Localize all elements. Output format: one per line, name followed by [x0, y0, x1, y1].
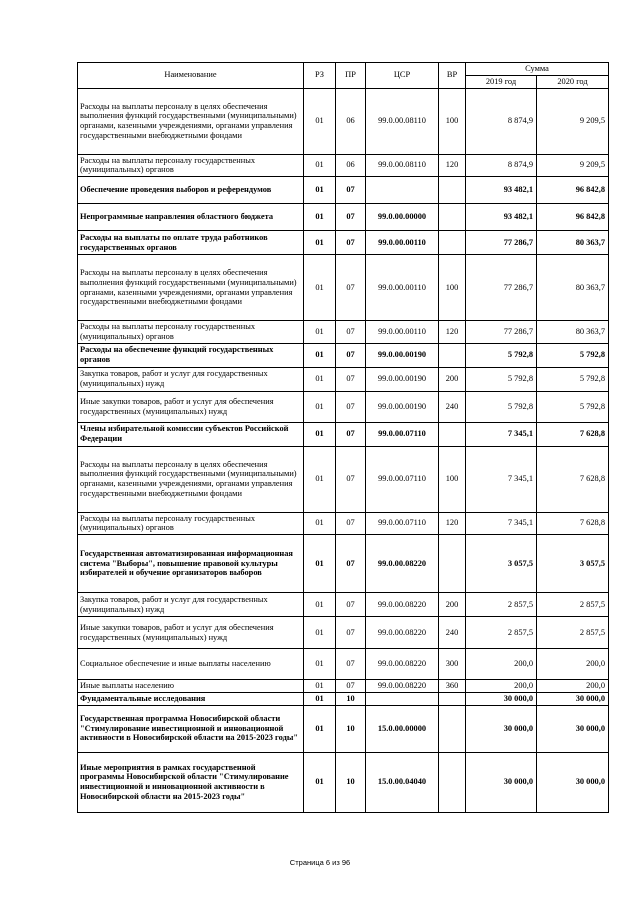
row-pr-cell: 10: [336, 752, 366, 812]
row-2019-cell: 77 286,7: [466, 321, 537, 344]
row-csr-cell: 99.0.00.08220: [366, 593, 439, 617]
row-csr-cell: 99.0.00.08220: [366, 649, 439, 680]
header-sum: Сумма: [466, 63, 609, 76]
row-2020-cell: 2 857,5: [537, 617, 609, 649]
row-csr-cell: 99.0.00.00110: [366, 255, 439, 321]
row-name-cell: Социальное обеспечение и иные выплаты населению: [78, 649, 304, 680]
row-vr-cell: 100: [439, 88, 466, 154]
row-vr-cell: 100: [439, 255, 466, 321]
header-vr: ВР: [439, 63, 466, 89]
row-2019-cell: 93 482,1: [466, 204, 537, 231]
row-rz-cell: 01: [304, 535, 336, 593]
row-2019-cell: 30 000,0: [466, 692, 537, 705]
row-rz-cell: 01: [304, 446, 336, 512]
row-2019-cell: 2 857,5: [466, 593, 537, 617]
row-csr-cell: 99.0.00.00190: [366, 391, 439, 422]
row-rz-cell: 01: [304, 705, 336, 752]
row-2020-cell: 5 792,8: [537, 343, 609, 367]
row-pr-cell: 07: [336, 535, 366, 593]
row-csr-cell: 99.0.00.00110: [366, 231, 439, 255]
table-row: [78, 88, 609, 154]
row-name-cell: Члены избирательной комиссии субъектов Российской Федерации: [78, 422, 304, 446]
row-rz-cell: 01: [304, 649, 336, 680]
row-pr-cell: 07: [336, 177, 366, 204]
row-2019-cell: 2 857,5: [466, 617, 537, 649]
row-2019-cell: 77 286,7: [466, 231, 537, 255]
row-2019-cell: 7 345,1: [466, 446, 537, 512]
table-row: [78, 321, 609, 344]
row-pr-cell: 07: [336, 321, 366, 344]
row-2020-cell: 30 000,0: [537, 705, 609, 752]
row-csr-cell: 99.0.00.07110: [366, 422, 439, 446]
row-pr-cell: 06: [336, 154, 366, 177]
row-2020-cell: 96 842,8: [537, 177, 609, 204]
row-csr-cell: [366, 177, 439, 204]
row-vr-cell: 100: [439, 446, 466, 512]
budget-table-page: [77, 62, 608, 813]
row-pr-cell: 07: [336, 367, 366, 391]
header-name: Наименование: [78, 63, 304, 89]
row-vr-cell: 200: [439, 367, 466, 391]
row-rz-cell: 01: [304, 692, 336, 705]
row-2020-cell: 80 363,7: [537, 321, 609, 344]
row-rz-cell: 01: [304, 88, 336, 154]
row-2019-cell: 30 000,0: [466, 705, 537, 752]
row-name-cell: Закупка товаров, работ и услуг для государственных (муниципальных) нужд: [78, 593, 304, 617]
row-2020-cell: 7 628,8: [537, 422, 609, 446]
row-name-cell: Государственная автоматизированная информационная система "Выборы", повышение правовой культуры избирателей и обучение организаторов выборов: [78, 535, 304, 593]
table-row: [78, 367, 609, 391]
table-row: [78, 680, 609, 693]
header-pr: ПР: [336, 63, 366, 89]
table-row: [78, 535, 609, 593]
header-rz: РЗ: [304, 63, 336, 89]
row-2020-cell: 200,0: [537, 680, 609, 693]
table-row: [78, 343, 609, 367]
row-vr-cell: [439, 752, 466, 812]
row-2019-cell: 5 792,8: [466, 343, 537, 367]
row-name-cell: Иные закупки товаров, работ и услуг для обеспечения государственных (муниципальных) нужд: [78, 391, 304, 422]
row-pr-cell: 07: [336, 422, 366, 446]
row-vr-cell: 120: [439, 512, 466, 535]
row-name-cell: Иные закупки товаров, работ и услуг для обеспечения государственных (муниципальных) нужд: [78, 617, 304, 649]
row-rz-cell: 01: [304, 512, 336, 535]
table-row: [78, 231, 609, 255]
row-pr-cell: 07: [336, 391, 366, 422]
row-rz-cell: 01: [304, 177, 336, 204]
row-2020-cell: 96 842,8: [537, 204, 609, 231]
row-pr-cell: 10: [336, 692, 366, 705]
table-row: [78, 617, 609, 649]
row-2020-cell: 30 000,0: [537, 692, 609, 705]
row-2020-cell: 80 363,7: [537, 231, 609, 255]
row-csr-cell: 99.0.00.07110: [366, 512, 439, 535]
row-pr-cell: 06: [336, 88, 366, 154]
row-2019-cell: 7 345,1: [466, 512, 537, 535]
row-csr-cell: [366, 692, 439, 705]
row-rz-cell: 01: [304, 255, 336, 321]
row-pr-cell: 10: [336, 705, 366, 752]
row-rz-cell: 01: [304, 343, 336, 367]
row-pr-cell: 07: [336, 255, 366, 321]
row-pr-cell: 07: [336, 617, 366, 649]
table-row: [78, 154, 609, 177]
table-row: [78, 422, 609, 446]
row-pr-cell: 07: [336, 593, 366, 617]
row-name-cell: Расходы на выплаты персоналу государственных (муниципальных) органов: [78, 154, 304, 177]
row-csr-cell: 99.0.00.00000: [366, 204, 439, 231]
row-2019-cell: 77 286,7: [466, 255, 537, 321]
row-2020-cell: 3 057,5: [537, 535, 609, 593]
row-csr-cell: 99.0.00.07110: [366, 446, 439, 512]
row-csr-cell: 99.0.00.08220: [366, 535, 439, 593]
row-rz-cell: 01: [304, 752, 336, 812]
row-csr-cell: 99.0.00.08220: [366, 680, 439, 693]
row-2019-cell: 8 874,9: [466, 154, 537, 177]
row-vr-cell: [439, 231, 466, 255]
row-vr-cell: 120: [439, 154, 466, 177]
row-pr-cell: 07: [336, 204, 366, 231]
table-row: [78, 649, 609, 680]
row-rz-cell: 01: [304, 422, 336, 446]
row-vr-cell: [439, 692, 466, 705]
row-pr-cell: 07: [336, 446, 366, 512]
row-2020-cell: 30 000,0: [537, 752, 609, 812]
row-vr-cell: 200: [439, 593, 466, 617]
row-2019-cell: 3 057,5: [466, 535, 537, 593]
row-name-cell: Иные мероприятия в рамках государственной программы Новосибирской области "Стимулирование инвестиционной и инновационной активности в Новосибирской области на 2015-2023 годы": [78, 752, 304, 812]
row-vr-cell: 120: [439, 321, 466, 344]
table-row: [78, 255, 609, 321]
page-footer: Страница 6 из 96: [289, 858, 351, 867]
row-2020-cell: 80 363,7: [537, 255, 609, 321]
row-rz-cell: 01: [304, 154, 336, 177]
row-vr-cell: 360: [439, 680, 466, 693]
table-row: [78, 705, 609, 752]
row-rz-cell: 01: [304, 593, 336, 617]
row-name-cell: Расходы на выплаты персоналу государственных (муниципальных) органов: [78, 512, 304, 535]
row-2019-cell: 200,0: [466, 680, 537, 693]
row-2020-cell: 200,0: [537, 649, 609, 680]
row-vr-cell: [439, 177, 466, 204]
row-rz-cell: 01: [304, 321, 336, 344]
row-vr-cell: [439, 204, 466, 231]
table-row: [78, 752, 609, 812]
table-row: [78, 446, 609, 512]
row-2019-cell: 8 874,9: [466, 88, 537, 154]
row-name-cell: Фундаментальные исследования: [78, 692, 304, 705]
row-2019-cell: 93 482,1: [466, 177, 537, 204]
table-row: [78, 512, 609, 535]
row-rz-cell: 01: [304, 204, 336, 231]
row-name-cell: Закупка товаров, работ и услуг для государственных (муниципальных) нужд: [78, 367, 304, 391]
row-pr-cell: 07: [336, 649, 366, 680]
row-name-cell: Обеспечение проведения выборов и референдумов: [78, 177, 304, 204]
row-csr-cell: 99.0.00.08220: [366, 617, 439, 649]
row-2020-cell: 9 209,5: [537, 88, 609, 154]
row-vr-cell: [439, 705, 466, 752]
row-2020-cell: 7 628,8: [537, 512, 609, 535]
row-2020-cell: 2 857,5: [537, 593, 609, 617]
row-2020-cell: 7 628,8: [537, 446, 609, 512]
row-2019-cell: 5 792,8: [466, 391, 537, 422]
row-rz-cell: 01: [304, 680, 336, 693]
budget-table: [77, 62, 609, 813]
row-pr-cell: 07: [336, 231, 366, 255]
row-name-cell: Расходы на выплаты персоналу в целях обеспечения выполнения функций государственными (муниципальными) органами, казенными учреждениями, органами управления государственными внебюджетными фондами: [78, 255, 304, 321]
row-name-cell: Государственная программа Новосибирской области "Стимулирование инвестиционной и инновационной активности в Новосибирской области на 2015-2023 годы": [78, 705, 304, 752]
row-rz-cell: 01: [304, 367, 336, 391]
header-csr: ЦСР: [366, 63, 439, 89]
row-csr-cell: 15.0.00.04040: [366, 752, 439, 812]
row-2020-cell: 5 792,8: [537, 391, 609, 422]
row-csr-cell: 99.0.00.08110: [366, 154, 439, 177]
row-name-cell: Расходы на выплаты персоналу в целях обеспечения выполнения функций государственными (муниципальными) органами, казенными учреждениями, органами управления государственными внебюджетными фондами: [78, 88, 304, 154]
row-vr-cell: [439, 343, 466, 367]
row-2019-cell: 7 345,1: [466, 422, 537, 446]
row-name-cell: Расходы на обеспечение функций государственных органов: [78, 343, 304, 367]
row-2020-cell: 5 792,8: [537, 367, 609, 391]
row-pr-cell: 07: [336, 343, 366, 367]
row-csr-cell: 99.0.00.00190: [366, 367, 439, 391]
row-rz-cell: 01: [304, 231, 336, 255]
row-csr-cell: 99.0.00.08110: [366, 88, 439, 154]
table-body: [78, 88, 609, 812]
row-2019-cell: 5 792,8: [466, 367, 537, 391]
row-csr-cell: 99.0.00.00110: [366, 321, 439, 344]
row-vr-cell: 240: [439, 617, 466, 649]
row-vr-cell: [439, 535, 466, 593]
row-2020-cell: 9 209,5: [537, 154, 609, 177]
row-csr-cell: 15.0.00.00000: [366, 705, 439, 752]
table-row: [78, 177, 609, 204]
row-rz-cell: 01: [304, 391, 336, 422]
row-2019-cell: 200,0: [466, 649, 537, 680]
row-2019-cell: 30 000,0: [466, 752, 537, 812]
row-rz-cell: 01: [304, 617, 336, 649]
table-row: [78, 593, 609, 617]
row-pr-cell: 07: [336, 680, 366, 693]
row-name-cell: Расходы на выплаты персоналу в целях обеспечения выполнения функций государственными (муниципальными) органами, казенными учреждениями, органами управления государственными внебюджетными фондами: [78, 446, 304, 512]
table-row: [78, 692, 609, 705]
row-vr-cell: 240: [439, 391, 466, 422]
header-2019: 2019 год: [466, 75, 537, 88]
table-row: [78, 391, 609, 422]
row-name-cell: Иные выплаты населению: [78, 680, 304, 693]
row-vr-cell: [439, 422, 466, 446]
row-csr-cell: 99.0.00.00190: [366, 343, 439, 367]
row-pr-cell: 07: [336, 512, 366, 535]
row-vr-cell: 300: [439, 649, 466, 680]
row-name-cell: Непрограммные направления областного бюджета: [78, 204, 304, 231]
row-name-cell: Расходы на выплаты по оплате труда работников государственных органов: [78, 231, 304, 255]
header-2020: 2020 год: [537, 75, 609, 88]
table-row: [78, 204, 609, 231]
row-name-cell: Расходы на выплаты персоналу государственных (муниципальных) органов: [78, 321, 304, 344]
